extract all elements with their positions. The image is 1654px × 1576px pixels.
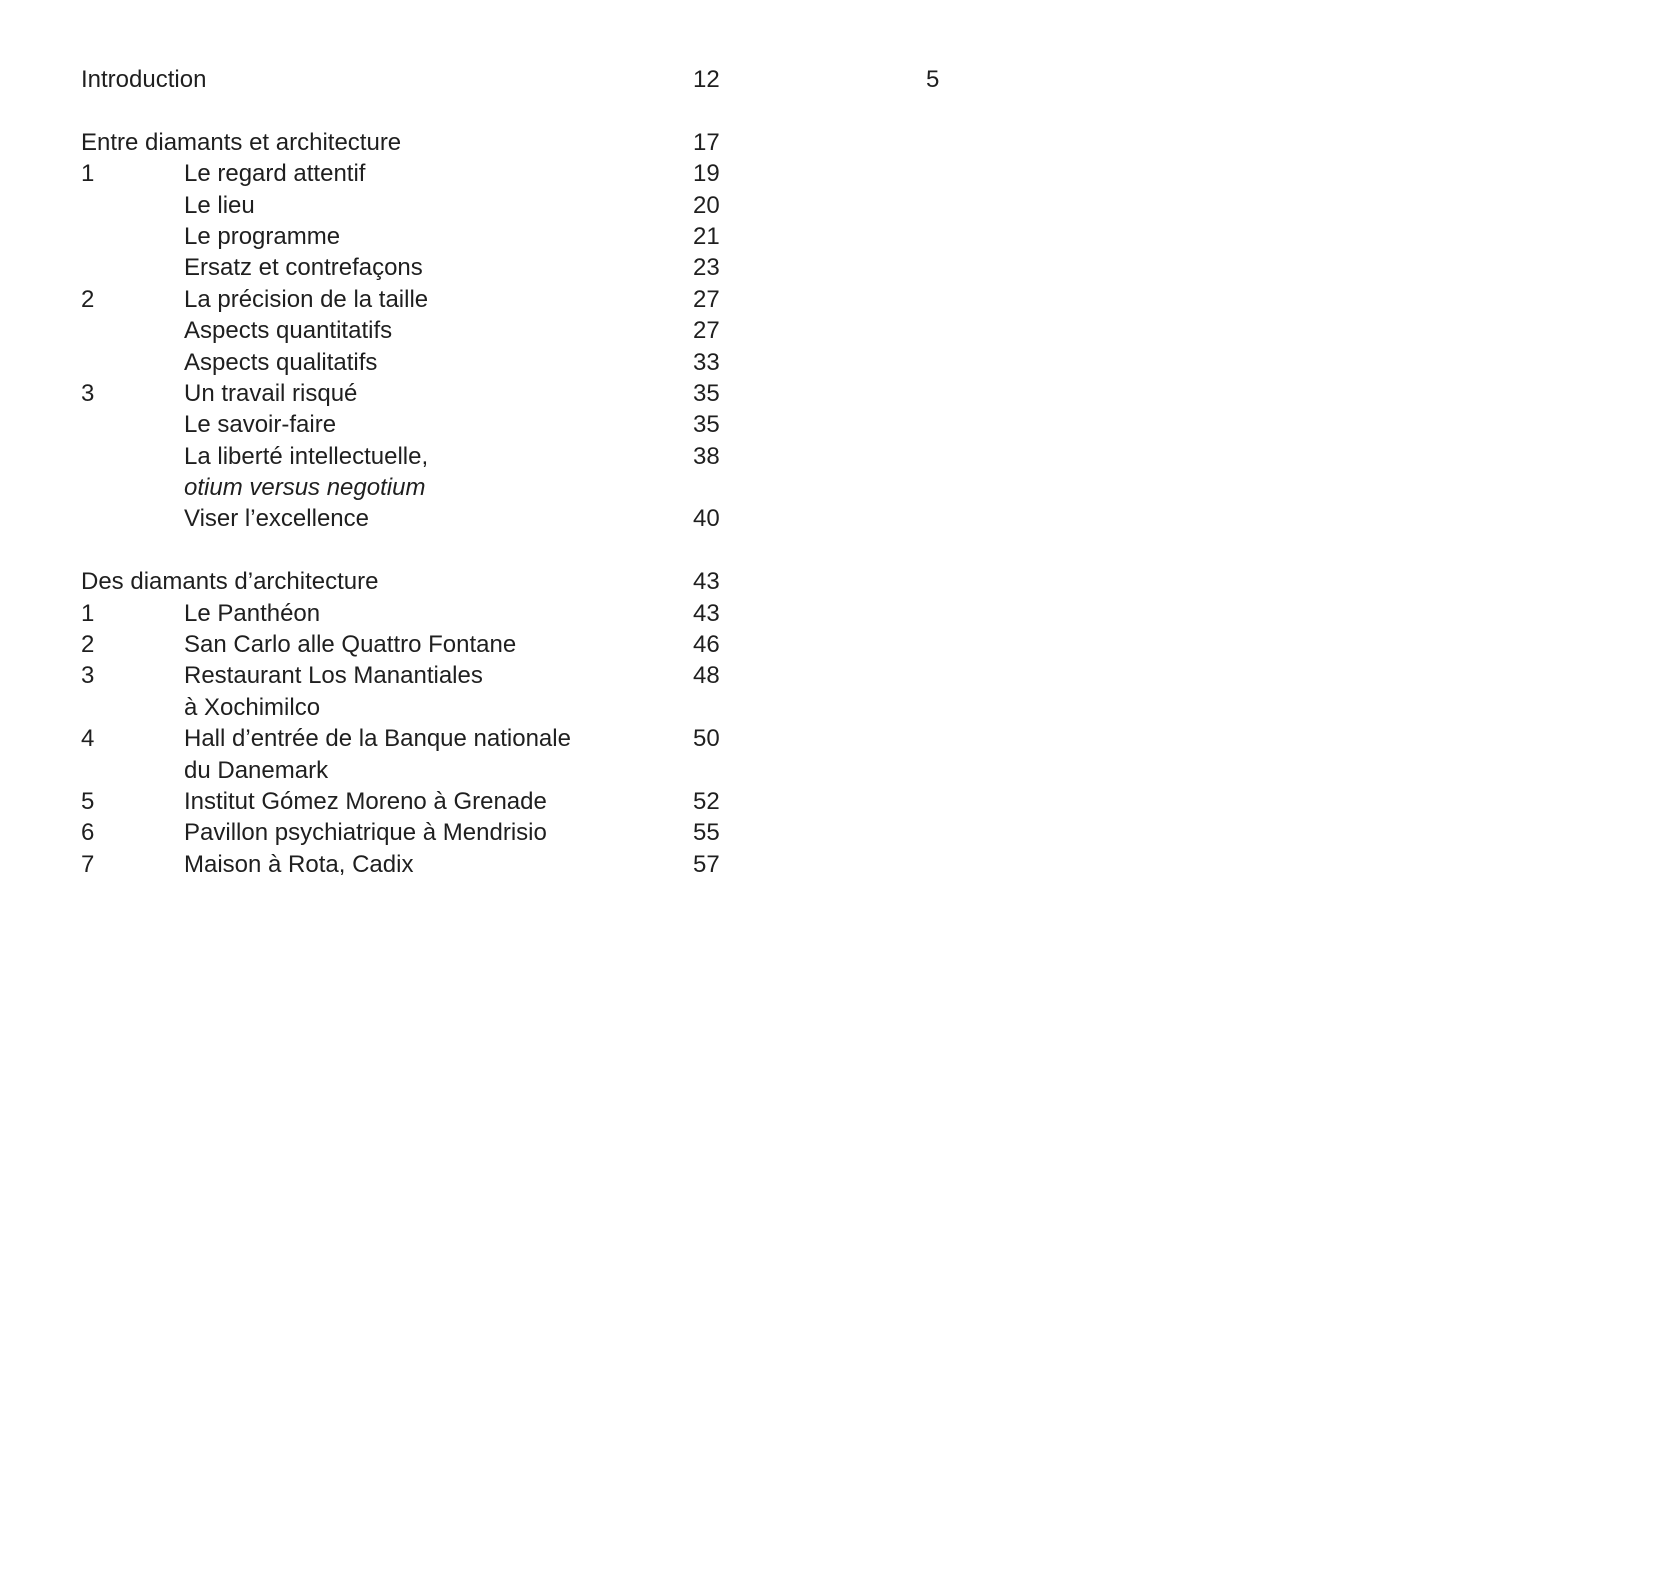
toc-entry-title: Le lieu	[184, 191, 255, 219]
toc-entry-number: 2	[81, 285, 95, 313]
toc-entry-page: 52	[693, 787, 720, 815]
toc-entry-page: 43	[693, 599, 720, 627]
toc-entry	[81, 786, 731, 817]
toc-entry	[81, 315, 731, 346]
toc-entry-number: 7	[81, 850, 95, 878]
toc-section-heading	[81, 127, 731, 158]
toc-entry-number: 3	[81, 379, 95, 407]
toc-entry-title: Aspects qualitatifs	[184, 348, 378, 376]
toc-entry-title: San Carlo alle Quattro Fontane	[184, 631, 517, 659]
toc-entry	[81, 190, 731, 221]
toc-entry-title: La précision de la taille	[184, 285, 429, 313]
toc-entry-title: Aspects quantitatifs	[184, 317, 393, 345]
toc-entry-continuation	[81, 692, 731, 723]
toc-entry	[81, 660, 731, 691]
toc-entry-page: 21	[693, 222, 720, 250]
toc-section-page: 43	[693, 568, 720, 596]
toc-entry-page: 33	[693, 348, 720, 376]
toc-entry-title: Maison à Rota, Cadix	[184, 850, 414, 878]
toc-entry-title-italic	[184, 472, 425, 503]
toc-entry-number: 5	[81, 787, 95, 815]
toc-entry	[81, 347, 731, 378]
toc-entry-page: 46	[693, 631, 720, 659]
toc-entry-page: 20	[693, 191, 720, 219]
toc-entry-page: 38	[693, 442, 720, 470]
toc-entry-number: 1	[81, 160, 95, 188]
toc-entry-page: 48	[693, 662, 720, 690]
toc-entry-page: 23	[693, 254, 720, 282]
toc-entry-title: Le Panthéon	[184, 599, 321, 627]
toc-entry-title: Le regard attentif	[184, 160, 366, 188]
toc-entry	[81, 441, 731, 472]
toc-entry	[81, 817, 731, 848]
toc-entry-page: 50	[693, 725, 720, 753]
toc-entry-page: 40	[693, 505, 720, 533]
toc-section-page: 17	[693, 128, 720, 156]
toc-entry	[81, 723, 731, 754]
toc-section-title: Des diamants d’architecture	[81, 568, 379, 596]
toc-entry-title: Ersatz et contrefaçons	[184, 254, 423, 282]
toc-entry-title: Hall d’entrée de la Banque nationale	[184, 725, 571, 753]
toc-entry-title: Pavillon psychiatrique à Mendrisio	[184, 819, 547, 847]
toc-entry-continuation	[81, 472, 731, 503]
toc-entry	[81, 158, 731, 189]
toc-entry-title: Le programme	[184, 222, 341, 250]
toc-entry	[81, 849, 731, 880]
toc-entry-title: Introduction	[81, 66, 207, 93]
toc-entry-page: 35	[693, 379, 720, 407]
toc-entry-page: 35	[693, 411, 720, 439]
toc-entry-title: Institut Gómez Moreno à Grenade	[184, 787, 547, 815]
toc-entry-title: Un travail risqué	[184, 379, 358, 407]
toc-entry-page: 27	[693, 317, 720, 345]
toc-entry	[81, 598, 731, 629]
toc-entry-page: 12	[693, 66, 720, 93]
toc-entry-italic-text: otium versus negotium	[184, 474, 426, 502]
toc-entry	[81, 503, 731, 534]
toc-entry-introduction	[81, 64, 731, 95]
toc-entry-title: Le savoir-faire	[184, 411, 337, 439]
page-number: 5	[926, 66, 940, 93]
toc-entry	[81, 252, 731, 283]
toc-entry-title: Restaurant Los Manantiales	[184, 662, 483, 690]
toc-entry	[81, 378, 731, 409]
toc-entry-page: 57	[693, 850, 720, 878]
toc-entry-number: 4	[81, 725, 95, 753]
toc-entry	[81, 221, 731, 252]
toc-entry-page: 55	[693, 819, 720, 847]
toc-section-heading	[81, 566, 731, 597]
toc-entry-number: 2	[81, 631, 95, 659]
toc-entry-title: à Xochimilco	[184, 693, 321, 721]
toc-entry-page: 19	[693, 160, 720, 188]
toc-entry-number: 3	[81, 662, 95, 690]
toc-entry-title: Viser l’excellence	[184, 505, 369, 533]
toc-entry	[81, 629, 731, 660]
toc-entry-title: La liberté intellectuelle,	[184, 442, 429, 470]
toc-entry-page: 27	[693, 285, 720, 313]
toc-section-title: Entre diamants et architecture	[81, 128, 402, 156]
toc-entry	[81, 409, 731, 440]
toc-entry-number: 6	[81, 819, 95, 847]
toc-entry-number: 1	[81, 599, 95, 627]
toc-entry	[81, 284, 731, 315]
table-of-contents	[81, 64, 731, 880]
toc-entry-continuation	[81, 755, 731, 786]
toc-entry-title: du Danemark	[184, 756, 329, 784]
